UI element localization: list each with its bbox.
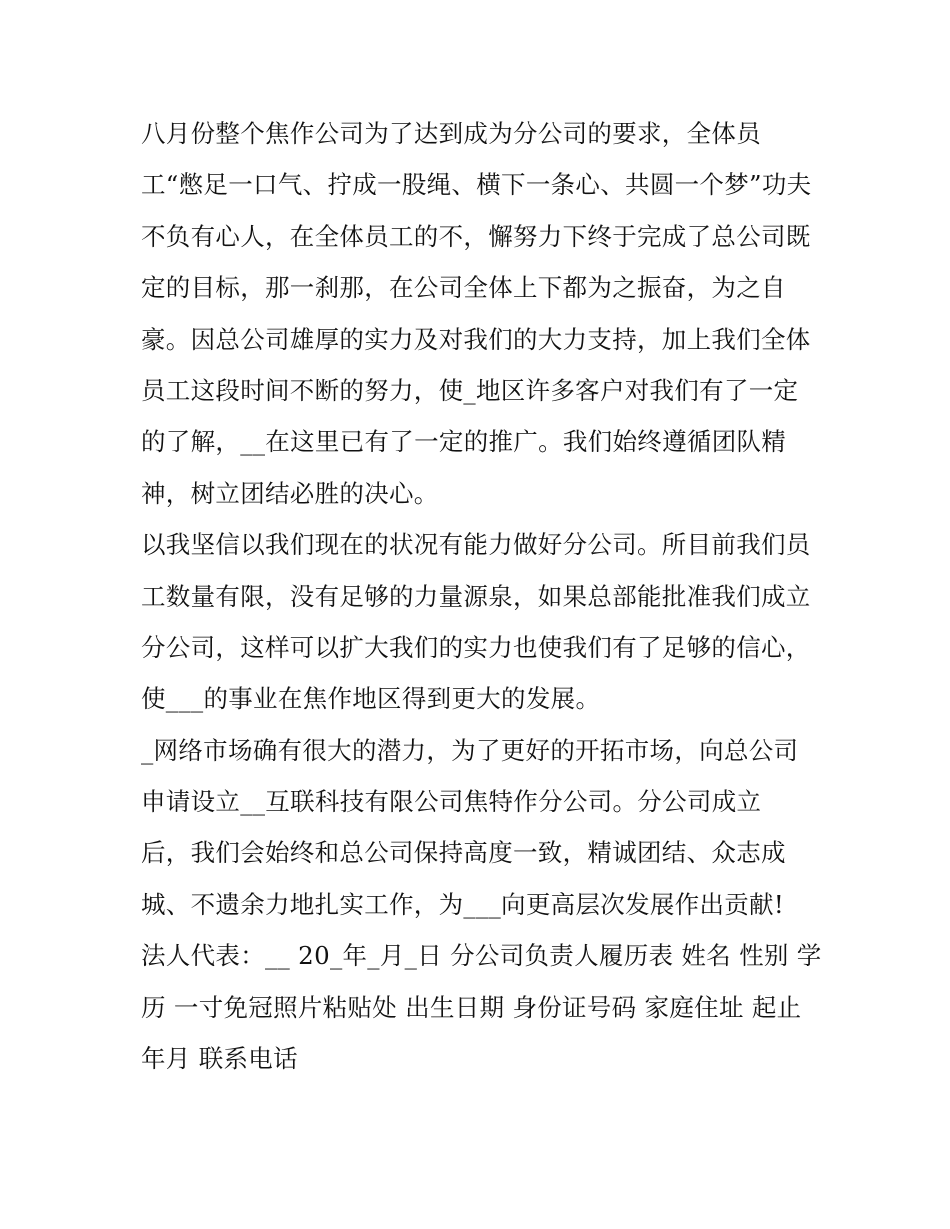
- text-line: 豪。因总公司雄厚的实力及对我们的大力支持，加上我们全体: [141, 324, 811, 354]
- text-line: 员工这段时间不断的努力，使_地区许多客户对我们有了一定: [141, 375, 799, 405]
- text-line: 的了解，__在这里已有了一定的推广。我们始终遵循团队精: [141, 427, 787, 457]
- text-line: 后，我们会始终和总公司保持高度一致，精诚团结、众志成: [141, 838, 786, 868]
- text-line: 年月 联系电话: [141, 1044, 298, 1074]
- text-line: 以我坚信以我们现在的状况有能力做好分公司。所目前我们员: [141, 530, 811, 560]
- text-line: 法人代表：__ 20_年_月_日 分公司负责人履历表 姓名 性别 学: [141, 941, 822, 971]
- text-line: 分公司，这样可以扩大我们的实力也使我们有了足够的信心，: [141, 632, 811, 662]
- body-text: [141, 108, 821, 1084]
- text-line: 工数量有限，没有足够的力量源泉，如果总部能批准我们成立: [141, 581, 811, 611]
- text-line: 不负有心人，在全体员工的不，懈努力下终于完成了总公司既: [141, 221, 811, 251]
- text-line: 使___的事业在焦作地区得到更大的发展。: [141, 684, 601, 714]
- text-line: 工“憋足一口气、拧成一股绳、横下一条心、共圆一个梦”功夫: [141, 170, 812, 200]
- text-line: 神，树立团结必胜的决心。: [141, 478, 439, 508]
- text-line: 定的目标，那一刹那，在公司全体上下都为之振奋，为之自: [141, 273, 786, 303]
- text-line: 申请设立__互联科技有限公司焦特作分公司。分公司成立: [141, 787, 762, 817]
- text-line: _网络市场确有很大的潜力，为了更好的开拓市场，向总公司: [141, 735, 799, 765]
- text-line: 历 一寸免冠照片粘贴处 出生日期 身份证号码 家庭住址 起止: [141, 992, 802, 1022]
- text-line: 城、不遗余力地扎实工作，为___向更高层次发展作出贡献!: [141, 889, 784, 919]
- text-line: 八月份整个焦作公司为了达到成为分公司的要求，全体员: [141, 119, 761, 148]
